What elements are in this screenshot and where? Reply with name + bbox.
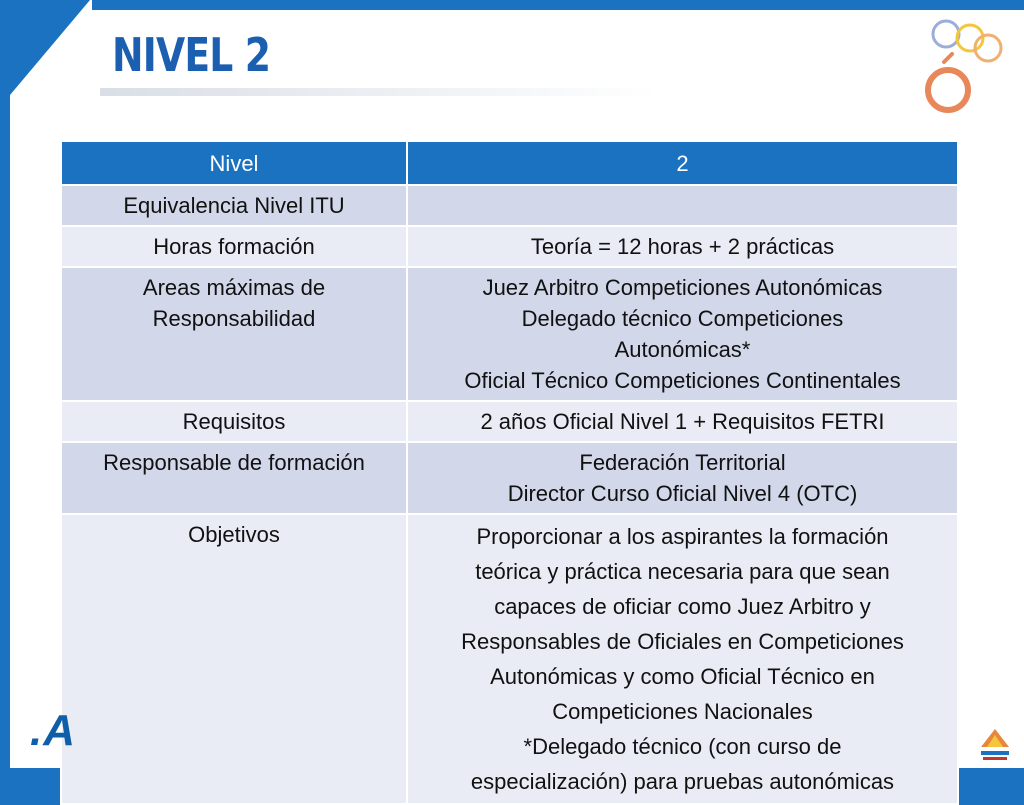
- row-value: [407, 267, 958, 401]
- row-value: [407, 514, 958, 804]
- row-value: [407, 185, 958, 226]
- row-value-line: especialización) para pruebas autonómicas: [470, 769, 895, 794]
- table-row: [61, 401, 958, 442]
- row-label-line: Areas máximas de: [142, 275, 326, 300]
- row-value-line: Federación Territorial: [579, 450, 786, 475]
- table-header-row: [61, 141, 958, 185]
- row-label-line: Responsabilidad: [152, 306, 316, 331]
- row-value-line: Director Curso Oficial Nivel 4 (OTC): [507, 481, 858, 506]
- footer-brand-text: .A: [30, 706, 76, 755]
- federation-logo-icon: [975, 725, 1015, 765]
- row-value-line: Proporcionar a los aspirantes la formación: [476, 524, 889, 549]
- row-value-line: Autonómicas y como Oficial Técnico en: [490, 664, 875, 689]
- table-row: [61, 514, 958, 804]
- row-label: Objetivos: [61, 514, 407, 804]
- row-value-line: Delegado técnico Competiciones: [521, 306, 844, 331]
- table-row: [61, 267, 958, 401]
- row-label: Responsable de formación: [61, 442, 407, 514]
- row-value-line: 2 años Oficial Nivel 1 + Requisitos FETRI: [480, 409, 885, 434]
- left-frame-band: [0, 96, 10, 768]
- header-value-cell: 2: [407, 141, 958, 185]
- row-value-line: Teoría = 12 horas + 2 prácticas: [530, 234, 835, 259]
- row-value-line: Juez Arbitro Competiciones Autonómicas: [482, 275, 883, 300]
- row-label: Equivalencia Nivel ITU: [61, 185, 407, 226]
- table-row: [61, 185, 958, 226]
- row-value: [407, 226, 958, 267]
- row-value: [407, 442, 958, 514]
- row-value-line: teórica y práctica necesaria para que sean: [475, 559, 890, 584]
- row-value-line: Competiciones Nacionales: [552, 699, 813, 724]
- info-table: [60, 140, 959, 805]
- row-value-line: Autonómicas*: [614, 337, 751, 362]
- table-row: [61, 226, 958, 267]
- title-underline-shadow: [100, 88, 660, 96]
- slide-title: NIVEL 2: [112, 28, 271, 82]
- row-label: [61, 267, 407, 401]
- row-value: [407, 401, 958, 442]
- table-row: [61, 442, 958, 514]
- olympic-rings-logo-icon: [918, 16, 1008, 120]
- row-label: Horas formación: [61, 226, 407, 267]
- row-value-line: *Delegado técnico (con curso de: [523, 734, 842, 759]
- row-value-line: Oficial Técnico Competiciones Continentales: [464, 368, 901, 393]
- row-value-line: Responsables de Oficiales en Competiciones: [461, 629, 904, 654]
- header-label-cell: Nivel: [61, 141, 407, 185]
- top-frame-band: [92, 0, 1024, 10]
- row-value-line: capaces de oficiar como Juez Arbitro y: [494, 594, 871, 619]
- row-label: Requisitos: [61, 401, 407, 442]
